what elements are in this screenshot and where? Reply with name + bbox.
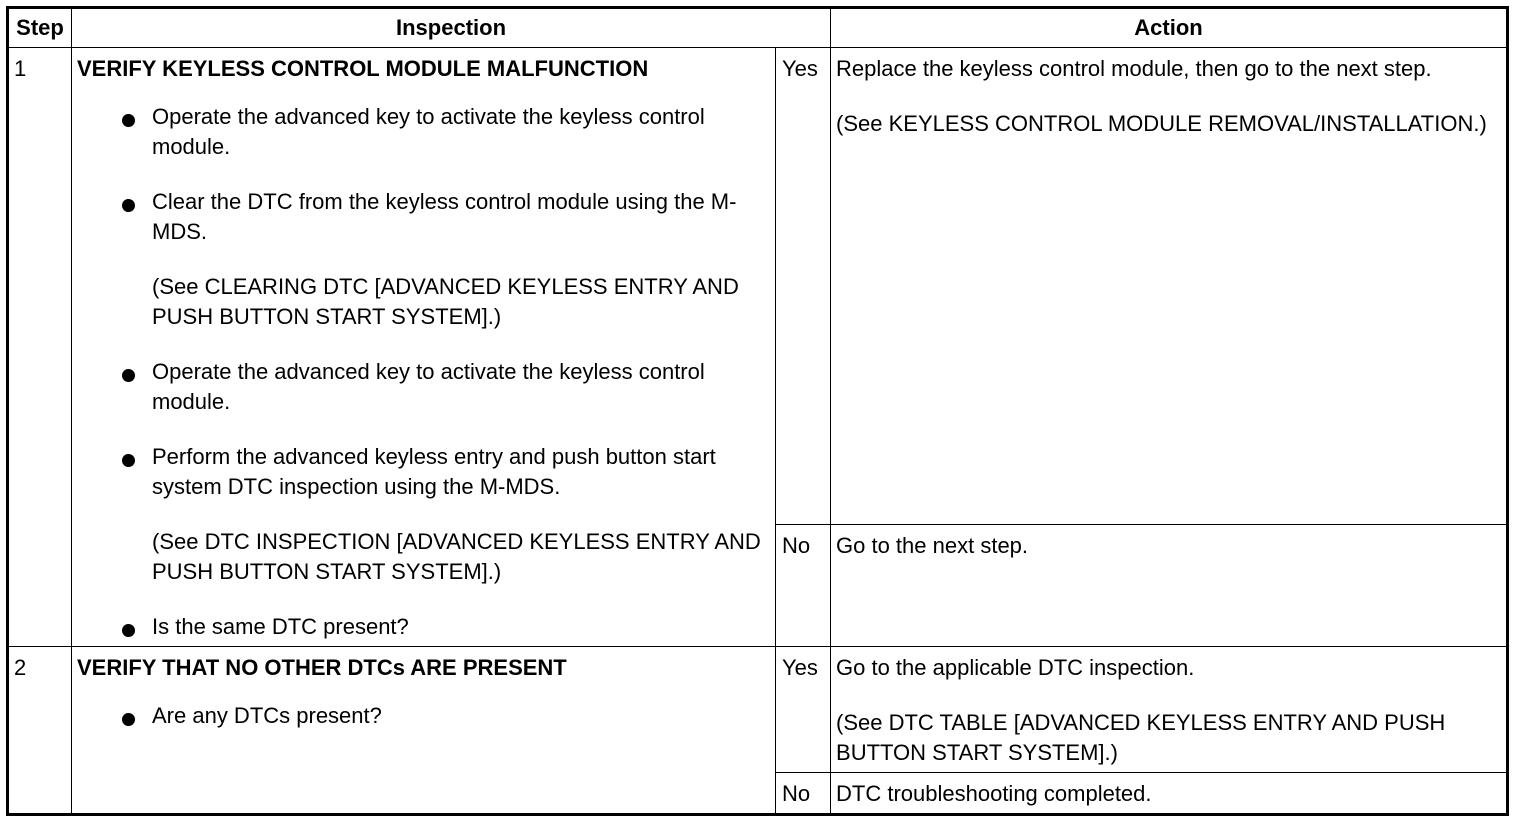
bullet-text: Operate the advanced key to activate the keyless control module. <box>152 359 705 414</box>
no-action-cell: DTC troubleshooting completed. <box>831 773 1508 815</box>
bullet-text: Is the same DTC present? <box>152 614 409 639</box>
no-action-cell: Go to the next step. <box>831 525 1508 647</box>
bullet-icon <box>122 454 135 467</box>
bullet-item <box>77 701 770 731</box>
bullet-item <box>77 102 770 162</box>
bullet-item <box>77 442 770 502</box>
troubleshooting-document <box>6 6 1509 816</box>
yes-label: Yes <box>776 48 831 525</box>
reference-text: (See CLEARING DTC [ADVANCED KEYLESS ENTRY AND PUSH BUTTON START SYSTEM].) <box>152 274 739 329</box>
bullet-icon <box>122 624 135 637</box>
no-label: No <box>776 773 831 815</box>
header-row <box>8 8 1508 48</box>
step-title: VERIFY KEYLESS CONTROL MODULE MALFUNCTION <box>77 56 649 81</box>
action-text: Replace the keyless control module, then go to the next step. <box>836 56 1432 81</box>
bullet-item <box>77 612 770 642</box>
action-column-header: Action <box>831 8 1508 48</box>
inspection-cell <box>72 48 776 647</box>
bullet-icon <box>122 369 135 382</box>
bullet-icon <box>122 114 135 127</box>
inspection-cell <box>72 647 776 815</box>
bullet-text: Perform the advanced keyless entry and push button start system DTC inspection using the M-MDS. <box>152 444 716 499</box>
step-title: VERIFY THAT NO OTHER DTCs ARE PRESENT <box>77 655 567 680</box>
yes-action-cell <box>831 48 1508 525</box>
bullet-text: Clear the DTC from the keyless control module using the M-MDS. <box>152 189 737 244</box>
step-number: 1 <box>8 48 72 647</box>
bullet-text: Are any DTCs present? <box>152 703 382 728</box>
bullet-icon <box>122 713 135 726</box>
no-label: No <box>776 525 831 647</box>
bullet-item <box>77 187 770 247</box>
reference-text: (See KEYLESS CONTROL MODULE REMOVAL/INSTALLATION.) <box>836 111 1487 136</box>
bullet-item <box>77 357 770 417</box>
step-number: 2 <box>8 647 72 815</box>
bullet-text: Operate the advanced key to activate the keyless control module. <box>152 104 705 159</box>
yes-label: Yes <box>776 647 831 773</box>
reference-text: (See DTC TABLE [ADVANCED KEYLESS ENTRY AND PUSH BUTTON START SYSTEM].) <box>836 710 1446 765</box>
yes-action-cell <box>831 647 1508 773</box>
troubleshooting-table <box>6 6 1509 816</box>
inspection-column-header: Inspection <box>72 8 831 48</box>
action-text: Go to the applicable DTC inspection. <box>836 655 1195 680</box>
step-column-header: Step <box>8 8 72 48</box>
bullet-icon <box>122 199 135 212</box>
table-row <box>8 647 1508 773</box>
table-row <box>8 48 1508 525</box>
reference-text: (See DTC INSPECTION [ADVANCED KEYLESS ENTRY AND PUSH BUTTON START SYSTEM].) <box>152 529 761 584</box>
